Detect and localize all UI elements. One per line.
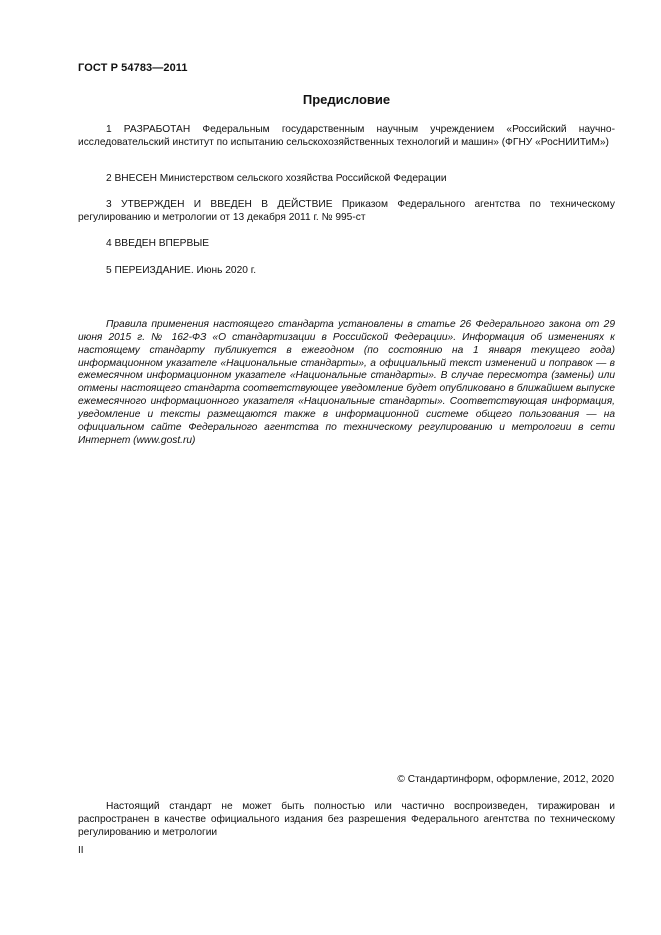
page-number: II <box>78 845 84 856</box>
preface-item-developed: 1 РАЗРАБОТАН Федеральным государственным научным учреждением «Российский научно-исследовательский институт по испытанию сельскохозяйственных технологий и машин» (ФГНУ «РосНИИТиМ») <box>78 124 615 149</box>
reproduction-rights-notice: Настоящий стандарт не может быть полностью или частично воспроизведен, тиражирован и распространен в качестве официального издания без разрешения Федерального агентства по техническому регулированию и метрологии <box>78 801 615 839</box>
document-id: ГОСТ Р 54783—2011 <box>78 62 188 74</box>
preface-item-first-introduced: 4 ВВЕДЕН ВПЕРВЫЕ <box>106 238 210 249</box>
preface-item-approved: 3 УТВЕРЖДЕН И ВВЕДЕН В ДЕЙСТВИЕ Приказом Федерального агентства по техническому регулированию и метрологии от 13 декабря 2011 г. № 995-ст <box>78 199 615 224</box>
application-rules-notice: Правила применения настоящего стандарта установлены в статье 26 Федерального закона от 29 июня 2015 г. № 162-ФЗ «О стандартизации в Российской Федерации». Информация об изменениях к настоящему стандарту публикуется в ежегодном (по состоянию на 1 января текущего года) информационном указателе «Национальные стандарты», а официальный текст изменений и поправок — в ежемесячном информационном указателе «Национальные стандарты». В случае пересмотра (замены) или отмены настоящего стандарта соответствующее уведомление будет опубликовано в ближайшем выпуске ежемесячного информационного указателя «Национальные стандарты». Соответствующая информация, уведомление и тексты размещаются также в информационной системе общего пользования — на официальном сайте Федерального агентства по техническому регулированию и метрологии в сети Интернет (www.gost.ru) <box>78 319 615 446</box>
preface-item-submitted: 2 ВНЕСЕН Министерством сельского хозяйства Российской Федерации <box>106 173 447 184</box>
preface-title: Предисловие <box>302 92 391 107</box>
preface-item-reissue: 5 ПЕРЕИЗДАНИЕ. Июнь 2020 г. <box>106 265 257 276</box>
copyright-line: © Стандартинформ, оформление, 2012, 2020 <box>397 774 614 785</box>
